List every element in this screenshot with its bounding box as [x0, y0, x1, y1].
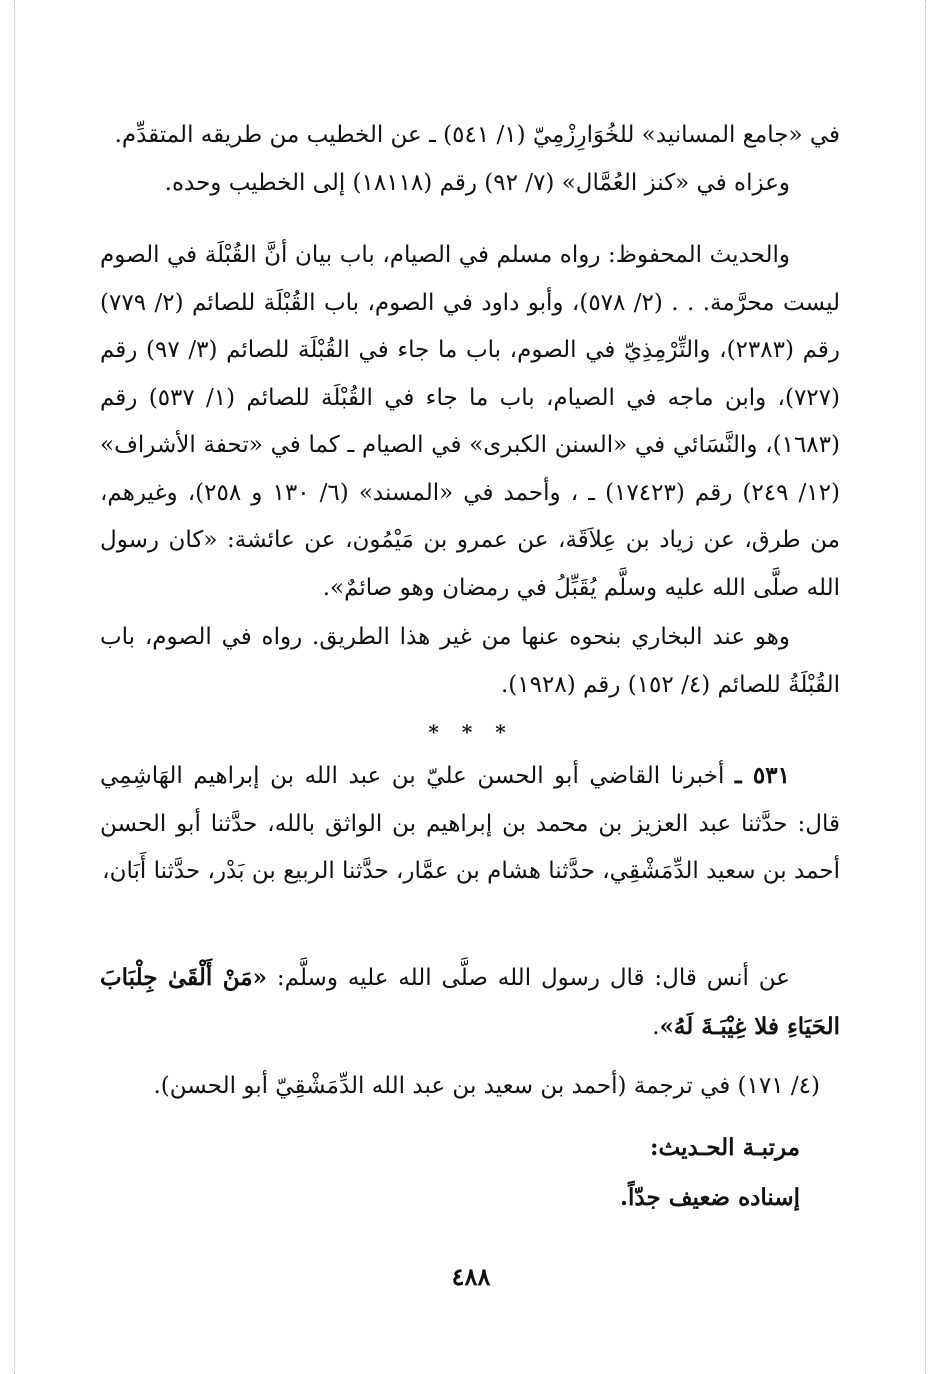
hadith-line [100, 954, 840, 1051]
footnote-paragraph-2 [100, 232, 840, 612]
hadith-grade-value: إسناده ضعيف جدّاً. [620, 1184, 800, 1211]
narration-paragraph [100, 752, 840, 896]
footnote-paragraph-3 [100, 614, 840, 709]
hadith-sources-text: والحديث المحفوظ: رواه مسلم في الصيام، باب بيان أنَّ القُبْلَة في الصوم ليست محرَّمة. . . (٢/ ٥٧٨)، وأبو داود في الصوم، باب القُبْلَة للصائم (٢/ ٧٧٩) رقم (٢٣٨٣)، والتِّرْمِذِيّ في الصوم، باب ما جاء في القُبْلَة للصائم (٣/ ٩٧) رقم (٧٢٧)، وابن ماجه في الصيام، باب ما جاء في القُبْلَة للصائم (١/ ٥٣٧) رقم (١٦٨٣)، والنَّسَائي في «السنن الكبرى» في الصيام ـ كما في «تحفة الأشراف» (١٢/ ٢٤٩) رقم (١٧٤٢٣) ـ ، وأحمد في «المسند» (٦/ ١٣٠ و ٢٥٨)، وغيرهم، من طرق، عن زياد بن عِلاَقَة، عن عمرو بن مَيْمُون، عن عائشة: «كان رسول الله صلَّى الله عليه وسلَّم يُقَبِّلُ في رمضان وهو صائمٌ». [100, 242, 841, 601]
narration-chain: أخبرنا القاضي أبو الحسن عليّ بن عبد الله بن إبراهيم الهَاشِمِي قال: حدَّثنا عبد العزيز بن محمد بن إبراهيم بن الواثق بالله، حدَّثنا أبو الحسن أحمد بن سعيد الدِّمَشْقِي، حدَّثنا هشام بن عمَّار، حدَّثنا الربيع بن بَدْر، حدَّثنا أَبَان، [100, 763, 840, 884]
hadith-intro: عن أنس قال: قال رسول الله صلَّى الله عليه وسلَّم: [267, 965, 790, 991]
hadith-text: «مَنْ أَلْقَىٰ جِلْبَابَ الحَيَاءِ فلا غِيْبَـةَ لَهُ» [100, 964, 840, 1040]
footnote-paragraph-1 [100, 112, 840, 207]
right-margin-guide [925, 0, 926, 1374]
left-margin-guide [14, 0, 15, 1374]
narration-number: ٥٣١ ـ [734, 762, 790, 789]
source-reference: (٤/ ١٧١) في ترجمة (أحمد بن سعيد بن عبد الله الدِّمَشْقِيّ أبو الحسن). [153, 1073, 820, 1099]
bukhari-reference-text: وهو عند البخاري بنحوه عنها من غير هذا الطريق. رواه في الصوم، باب القُبْلَةُ للصائم (٤/ ١٥٢) رقم (١٩٢٨). [100, 624, 840, 698]
page-number: ٤٨٨ [451, 1262, 491, 1291]
hadith-grade-title: مرتبـة الحـديث: [650, 1134, 800, 1161]
hadith-end: . [652, 1013, 660, 1040]
hadith-paragraph [100, 954, 840, 1051]
footnote-line-2: وعزاه في «كنز العُمَّال» (٧/ ٩٢) رقم (١٨١١٨) إلى الخطيب وحده. [164, 169, 790, 196]
narration-text [100, 752, 840, 896]
footnote-line-1: في «جامع المسانيد» للخُوَارِزْمِيّ (١/ ٥٤١) ـ عن الخطيب من طريقه المتقدِّم. [114, 122, 840, 148]
section-separator: * * * [428, 720, 514, 744]
